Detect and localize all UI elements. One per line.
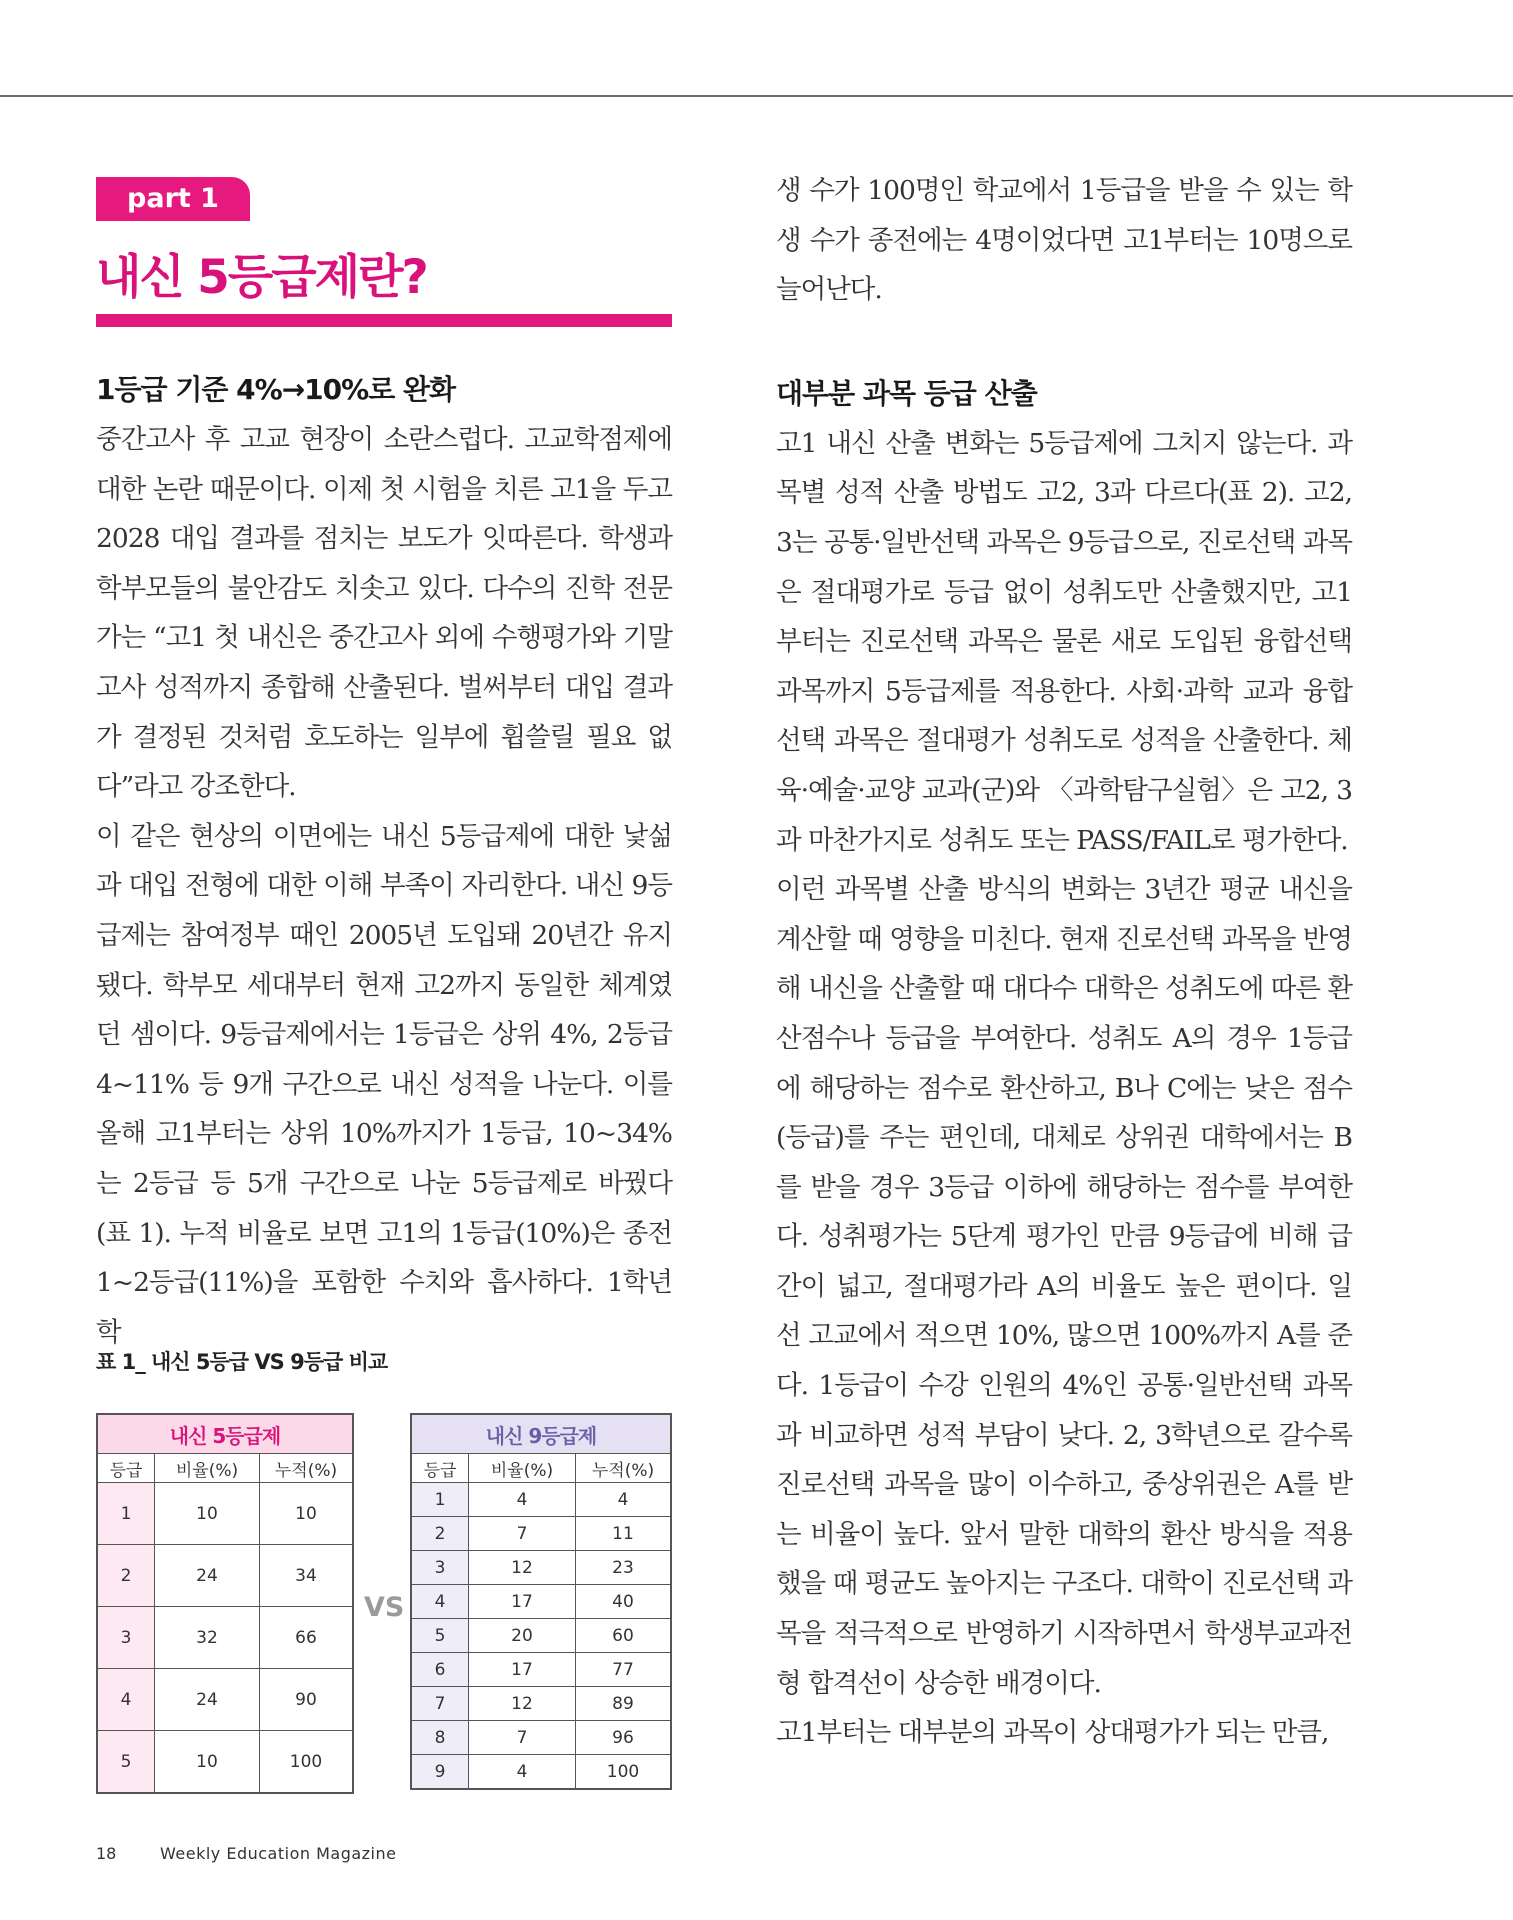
ratio-cell: 4 [469,1755,576,1790]
table-row [97,1669,353,1731]
grade9-table [410,1413,672,1790]
table-row [97,1607,353,1669]
grade-cell: 7 [411,1687,469,1721]
grade5-header-grade: 등급 [97,1454,155,1483]
part-label: part 1 [96,177,250,221]
ratio-cell: 24 [155,1545,260,1607]
cumulative-cell: 34 [260,1545,354,1607]
grade-cell: 1 [97,1483,155,1545]
top-rule [0,95,1513,97]
ratio-cell: 10 [155,1731,260,1794]
table-row [411,1755,671,1790]
grade-cell: 5 [97,1731,155,1794]
title-underline-bar [96,314,672,327]
cumulative-cell: 77 [576,1653,672,1687]
grade9-header-grade: 등급 [411,1454,469,1483]
grade-cell: 4 [411,1585,469,1619]
table-row [411,1517,671,1551]
ratio-cell: 17 [469,1585,576,1619]
grade5-table-title: 내신 5등급제 [97,1414,353,1454]
ratio-cell: 7 [469,1517,576,1551]
grade-cell: 8 [411,1721,469,1755]
grade-cell: 2 [411,1517,469,1551]
table-row [411,1721,671,1755]
cumulative-cell: 23 [576,1551,672,1585]
ratio-cell: 4 [469,1483,576,1517]
ratio-cell: 24 [155,1669,260,1731]
cumulative-cell: 96 [576,1721,672,1755]
right-paragraph-1: 고1 내신 산출 변화는 5등급제에 그치지 않는다. 과목별 성적 산출 방법도 고2, 3과 다르다(표 2). 고2, 3는 공통·일반선택 과목은 9등급으로, 진로선택 과목은 절대평가로 등급 없이 성취도만 산출했지만, 고1부터는 진로선택 과목은 물론 새로 도입된 융합선택 과목까지 5등급제를 적용한다. 사회·과학 교과 융합선택 과목은 절대평가 성취도로 성적을 산출한다. 체육·예술·교양 교과(군)와 〈과학탐구실험〉은 고2, 3과 마찬가지로 성취도 또는 PASS/FAIL로 평가한다. [776,427,1352,856]
cumulative-cell: 4 [576,1483,672,1517]
cumulative-cell: 89 [576,1687,672,1721]
cumulative-cell: 100 [260,1731,354,1794]
left-paragraph-2: 이 같은 현상의 이면에는 내신 5등급제에 대한 낯섦과 대입 전형에 대한 이해 부족이 자리한다. 내신 9등급제는 참여정부 때인 2005년 도입돼 20년간 유지됐다. 학부모 세대부터 현재 고2까지 동일한 체계였던 셈이다. 9등급제에서는 1등급은 상위 4%, 2등급 4~11% 등 9개 구간으로 내신 성적을 나눈다. 이를 올해 고1부터는 상위 10%까지가 1등급, 10~34%는 2등급 등 5개 구간으로 나눈 5등급제로 바꿨다(표 1). 누적 비율로 보면 고1의 1등급(10%)은 종전 1~2등급(11%)을 포함한 수치와 흡사하다. 1학년 학 [96,820,672,1348]
grade9-header-cumulative: 누적(%) [576,1454,672,1483]
table-row [97,1483,353,1545]
left-paragraph-1: 중간고사 후 고교 현장이 소란스럽다. 고교학점제에 대한 논란 때문이다. 이제 첫 시험을 치른 고1을 두고 2028 대입 결과를 점치는 보도가 잇따른다. 학생과 학부모들의 불안감도 치솟고 있다. 다수의 진학 전문가는 “고1 첫 내신은 중간고사 외에 수행평가와 기말고사 성적까지 종합해 산출된다. 벌써부터 대입 결과가 결정된 것처럼 호도하는 일부에 휩쓸릴 필요 없다”라고 강조한다. [96,424,672,803]
table-row [97,1545,353,1607]
right-paragraph-2: 이런 과목별 산출 방식의 변화는 3년간 평균 내신을 계산할 때 영향을 미친다. 현재 진로선택 과목을 반영해 내신을 산출할 때 대다수 대학은 성취도에 따른 환산점수나 등급을 부여한다. 성취도 A의 경우 1등급에 해당하는 점수로 환산하고, B나 C에는 낮은 점수(등급)를 주는 편인데, 대체로 상위권 대학에서는 B를 받을 경우 3등급 이하에 해당하는 점수를 부여한다. 성취평가는 5단계 평가인 만큼 9등급에 비해 급간이 넓고, 절대평가라 A의 비율도 높은 편이다. 일선 고교에서 적으면 10%, 많으면 100%까지 A를 준다. 1등급이 수강 인원의 4%인 공통·일반선택 과목과 비교하면 성적 부담이 낮다. 2, 3학년으로 갈수록 진로선택 과목을 많이 이수하고, 중상위권은 A를 받는 비율이 높다. 앞서 말한 대학의 환산 방식을 적용했을 때 평균도 높아지는 구조다. 대학이 진로선택 과목을 적극적으로 반영하기 시작하면서 학생부교과전형 합격선이 상승한 배경이다. [776,874,1352,1699]
cumulative-cell: 66 [260,1607,354,1669]
table-caption: 표 1_ 내신 5등급 VS 9등급 비교 [96,1350,388,1374]
cumulative-cell: 100 [576,1755,672,1790]
magazine-name: Weekly Education Magazine [160,1844,397,1863]
grade-cell: 3 [411,1551,469,1585]
grade-cell: 4 [97,1669,155,1731]
grade-cell: 6 [411,1653,469,1687]
right-paragraph-3: 고1부터는 대부분의 과목이 상대평가가 되는 만큼, [776,1717,1329,1749]
page-title: 내신 5등급제란? [96,250,427,305]
table-row [411,1551,671,1585]
ratio-cell: 12 [469,1551,576,1585]
grade5-table [96,1413,354,1794]
table-row [411,1653,671,1687]
right-intro-paragraph: 생 수가 100명인 학교에서 1등급을 받을 수 있는 학생 수가 종전에는 4명이었다면 고1부터는 10명으로 늘어난다. [776,175,1352,306]
grade-cell: 9 [411,1755,469,1790]
right-column [776,166,1352,1758]
table-row [97,1731,353,1794]
cumulative-cell: 11 [576,1517,672,1551]
left-subheading: 1등급 기준 4%→10%로 완화 [96,373,456,406]
table-row [411,1619,671,1653]
cumulative-cell: 10 [260,1483,354,1545]
grade-cell: 1 [411,1483,469,1517]
grade9-table-title: 내신 9등급제 [411,1414,671,1454]
cumulative-cell: 90 [260,1669,354,1731]
cumulative-cell: 60 [576,1619,672,1653]
cumulative-cell: 40 [576,1585,672,1619]
left-column [96,365,672,1357]
ratio-cell: 10 [155,1483,260,1545]
grade5-header-ratio: 비율(%) [155,1454,260,1483]
grade5-header-cumulative: 누적(%) [260,1454,354,1483]
grade9-header-ratio: 비율(%) [469,1454,576,1483]
ratio-cell: 7 [469,1721,576,1755]
grade-cell: 2 [97,1545,155,1607]
ratio-cell: 32 [155,1607,260,1669]
table-row [411,1483,671,1517]
right-subheading: 대부분 과목 등급 산출 [776,376,1037,410]
ratio-cell: 12 [469,1687,576,1721]
vs-label: VS [364,1592,405,1623]
ratio-cell: 17 [469,1653,576,1687]
grade-cell: 3 [97,1607,155,1669]
table-row [411,1585,671,1619]
ratio-cell: 20 [469,1619,576,1653]
grade-cell: 5 [411,1619,469,1653]
page-number: 18 [96,1844,117,1863]
table-row [411,1687,671,1721]
